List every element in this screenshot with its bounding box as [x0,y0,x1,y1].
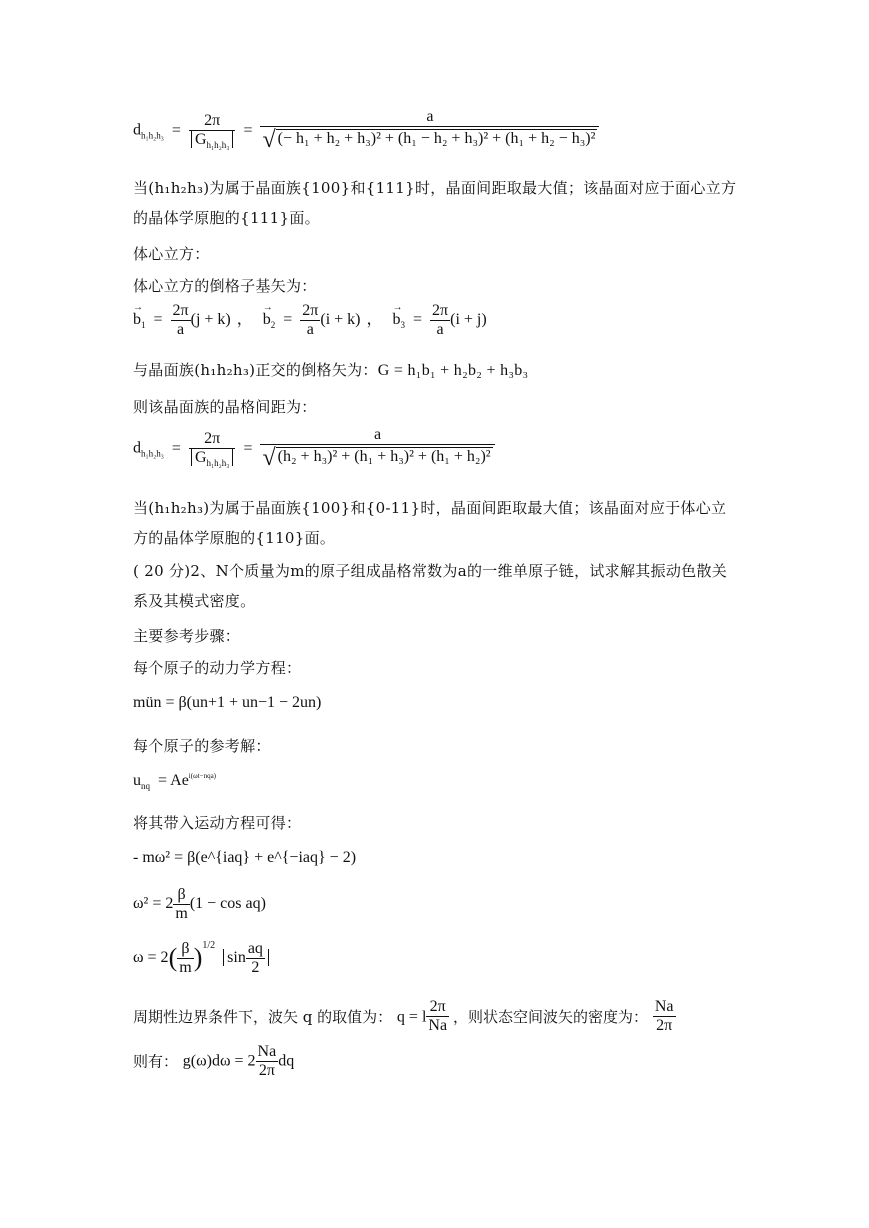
formula-substitution: - mω² = β(e^{iaq} + e^{−iaq} − 2) [133,849,357,866]
text-main-steps: 主要参考步骤： [133,627,241,645]
formula-bcc-spacing [133,426,495,472]
formula-g-omega: g(ω)dω = 2 $\frac{Na}{2\pi}$ dq [182,1043,295,1079]
formula-symbol: d [133,121,141,139]
equals-sign: = [171,121,181,139]
equals-sign: = [171,439,181,457]
reciprocal-vector-b3: → $b_3$ = $\frac{2\pi}{a}$ (i + j) [393,311,487,328]
fraction-2pi-over-G [189,430,235,468]
paragraph-fcc-result: 当(h₁h₂h₃)为属于晶面族{100}和{111}时，晶面间距取最大值；该晶面对应于面心立方的晶体学原胞的{111}面。 [133,179,737,227]
formula-omega: ω = 2( $\frac{\beta}{m}$ )$^{1/2}$ sin $\frac{aq}{2}$ [133,940,269,977]
heading-bcc: 体心立方： [133,245,210,263]
text-periodic-prefix: 周期性边界条件下，波矢 q 的取值为： [133,1008,393,1026]
text-substitute: 将其带入运动方程可得： [133,814,302,832]
formula-reference-solution: $u_{nq} = Ae^{i(\omega t-nqa)}$ [133,772,217,791]
text-density-prefix: ，则状态空间波矢的密度为： [453,1008,649,1026]
formula-subscript: h₁h₂h₃ [141,130,164,141]
text-periodic-boundary [133,998,676,1035]
text-G-prefix: 与晶面族(h₁h₂h₃)正交的倒格矢为： [133,361,378,379]
fraction-a-over-sqrt: $\frac{a}{\text{√ (h₂ + h₃)² + (h₁ + h₃)² + (h₁ + h₂)²}}$ [260,426,494,472]
formula-density: $\frac{Na}{2\pi}$ [654,998,674,1034]
fraction-numerator: a [426,108,434,125]
formula-subscript: h₁h₂h₃ [141,448,164,459]
fraction-numerator: 2π [204,112,221,129]
formula-subscript: h₁h₂h₃ [206,458,230,468]
text-spacing: 则该晶面族的晶格间距为： [133,398,317,416]
equals-sign: = [243,439,253,457]
formula-G: G = h₁b₁ + h₂b₂ + h₃b₃ [377,362,529,379]
formula-q-values: q = l $\frac{2\pi}{Na}$ [396,998,448,1035]
vector-G: G [194,449,207,466]
reciprocal-vector-b2: → $b_2$ = $\frac{2\pi}{a}$ (i + k) ， [263,311,393,328]
paragraph-bcc-result: 当(h₁h₂h₃)为属于晶面族{100}和{0-11}时，晶面间距取最大值；该晶面对应于体心立方的晶体学原胞的{110}面。 [133,499,727,547]
formula-equation-of-motion: mün = β(un+1 + un−1 − 2un) [133,694,322,711]
text-dynamics: 每个原子的动力学方程： [133,659,302,677]
vector-G: G [194,131,207,148]
fraction-numerator: a [373,426,382,443]
text-reciprocal-G [133,355,739,386]
formula-subscript: h₁h₂h₃ [206,140,230,150]
formula-reciprocal-vectors [133,302,487,339]
sqrt-body: (h₂ + h₃)² + (h₁ + h₃)² + (h₁ + h₂)² [277,448,491,465]
text-reference-solution: 每个原子的参考解： [133,737,271,755]
fraction-a-over-sqrt: $\frac{a}{\text{√ (− h₁ + h₂ + h₃)² + (h₁ − h₂ + h₃)² + (h₁ + h₂ − h₃)²}}$ [260,108,599,154]
fraction-numerator: 2π [204,430,221,447]
text-then: 则有： [133,1052,179,1071]
equals-sign: = [243,121,253,139]
fraction-2pi-over-G [189,112,235,150]
formula-symbol: d [133,439,141,457]
text-reciprocal-basis: 体心立方的倒格子基矢为： [133,277,317,295]
formula-g-omega-line [133,1043,294,1080]
formula-omega-squared: ω² = 2 $\frac{\beta}{m}$ (1 − cos aq) [133,886,266,922]
reciprocal-vector-b1: → $b_1$ = $\frac{2\pi}{a}$ (j + k) ， [133,311,263,328]
question-2: ( 20 分)2、N个质量为m的原子组成晶格常数为a的一维单原子链，试求解其振动色散关系及其模式密度。 [133,562,728,610]
formula-fcc-spacing [133,108,599,154]
sqrt-body: (− h₁ + h₂ + h₃)² + (h₁ − h₂ + h₃)² + (h₁ + h₂ − h₃)² [277,130,596,147]
